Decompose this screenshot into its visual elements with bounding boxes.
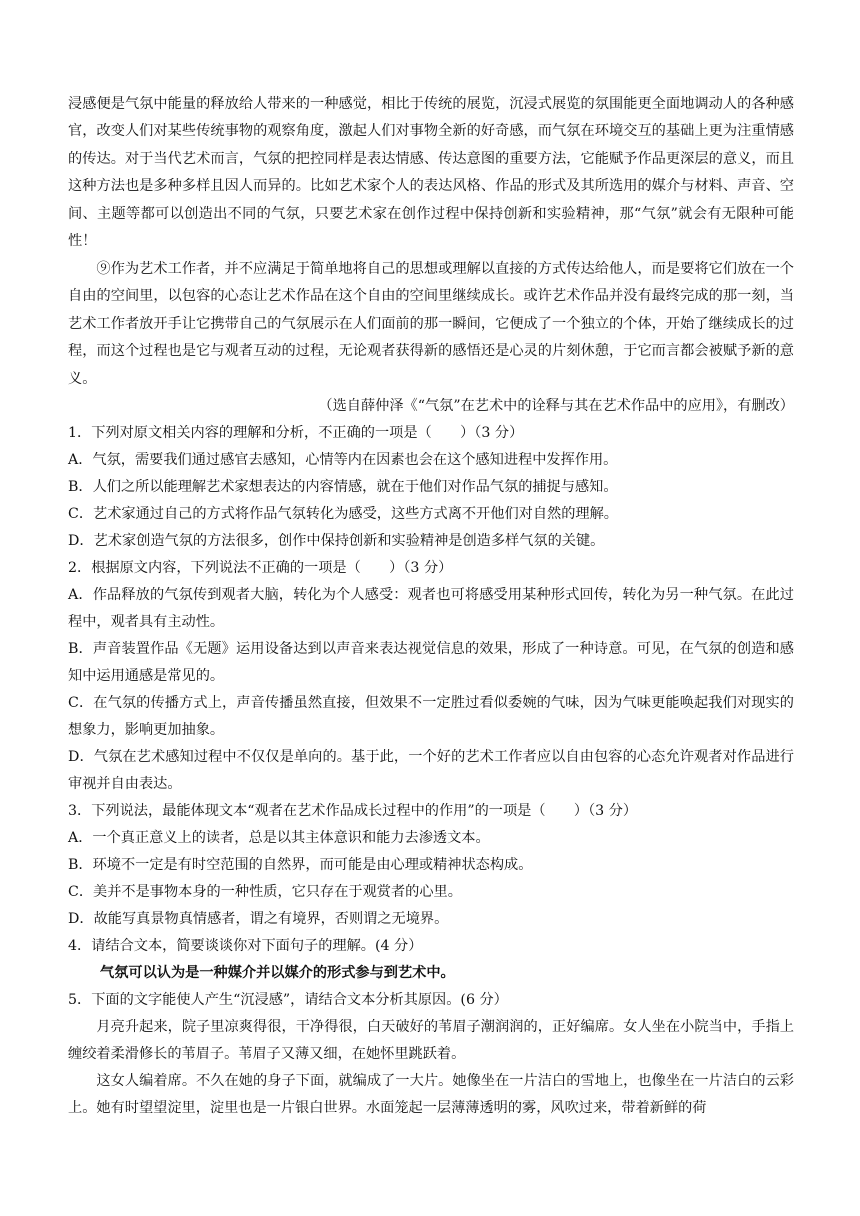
- source-citation: （选自薛仲泽《“气氛”在艺术中的诠释与其在艺术作品中的应用》，有删改）: [318, 398, 794, 414]
- passage-paragraph-1: 浸感便是气氛中能量的释放给人带来的一种感觉，相比于传统的展览，沉浸式展览的氛围能更全面地调动人的各种感官，改变人们对某些传统事物的观察角度，激起人们对事物全新的好奇感，而气氛在环境交互的基础上更为注重情感的传达。对于当代艺术而言，气氛的把控同样是表达情感、传达意图的重要方法，它能赋予作品更深层的意义，而且这种方法也是多种多样且因人而异的。比如艺术家个人的表达风格、作品的形式及其所选用的媒介与材料、声音、空间、主题等都可以创造出不同的气氛，只要艺术家在创作过程中保持创新和实验精神，那“气氛”就会有无限种可能性！: [68, 96, 794, 250]
- question-3-stem: 3．下列说法，最能体现文本“观者在艺术作品成长过程中的作用”的一项是（ ）（3 分）: [68, 803, 638, 819]
- question-1-option-c: C．艺术家通过自己的方式将作品气氛转化为感受，这些方式离不开他们对自然的理解。: [68, 506, 618, 522]
- question-5-excerpt-paragraph-2: 这女人编着席。不久在她的身子下面，就编成了一大片。她像坐在一片洁白的雪地上，也像坐在一片洁白的云彩上。她有时望望淀里，淀里也是一片银白世界。水面笼起一层薄薄透明的雾，风吹过来，带着新鲜的荷: [68, 1073, 794, 1117]
- question-5-stem: 5．下面的文字能使人产生“沉浸感”，请结合文本分析其原因。(6 分）: [68, 992, 508, 1008]
- question-3-option-c: C．美并不是事物本身的一种性质，它只存在于观赏者的心里。: [68, 884, 462, 900]
- question-2-option-d: D．气氛在艺术感知过程中不仅仅是单向的。基于此，一个好的艺术工作者应以自由包容的心态允许观者对作品进行审视并自由表达。: [68, 749, 794, 793]
- question-1-option-d: D．艺术家创造气氛的方法很多，创作中保持创新和实验精神是创造多样气氛的关键。: [68, 533, 605, 549]
- question-1-stem: 1．下列对原文相关内容的理解和分析，不正确的一项是（ ）（3 分）: [68, 425, 524, 441]
- passage-paragraph-9: ⑨作为艺术工作者，并不应满足于简单地将自己的思想或理解以直接的方式传达给他人，而是要将它们放在一个自由的空间里，以包容的心态让艺术作品在这个自由的空间里继续成长。或许艺术作品并没有最终完成的那一刻，当艺术工作者放开手让它携带自己的气氛展示在人们面前的那一瞬间，它便成了一个独立的个体，开始了继续成长的过程，而这个过程也是它与观者互动的过程，无论观者获得新的感悟还是心灵的片刻休憩，于它而言都会被赋予新的意义。: [68, 261, 794, 387]
- question-1-option-a: A．气氛，需要我们通过感官去感知，心情等内在因素也会在这个感知进程中发挥作用。: [68, 452, 618, 468]
- question-3-option-b: B．环境不一定是有时空范围的自然界，而可能是由心理或精神状态构成。: [68, 857, 533, 873]
- question-2-option-c: C．在气氛的传播方式上，声音传播虽然直接，但效果不一定胜过看似委婉的气味，因为气味更能唤起我们对现实的想象力，影响更加抽象。: [68, 695, 794, 739]
- question-2-option-b: B．声音装置作品《无题》运用设备达到以声音来表达视觉信息的效果，形成了一种诗意。可见，在气氛的创造和感知中运用通感是常见的。: [68, 641, 794, 685]
- question-4-stem: 4．请结合文本，简要谈谈你对下面句子的理解。(4 分）: [68, 938, 423, 954]
- question-1-option-b: B．人们之所以能理解艺术家想表达的内容情感，就在于他们对作品气氛的捕捉与感知。: [68, 479, 618, 495]
- question-4-quote: 气氛可以认为是一种媒介并以媒介的形式参与到艺术中。: [100, 965, 455, 981]
- question-3-option-a: A．一个真正意义上的读者，总是以其主体意识和能力去渗透文本。: [68, 830, 490, 846]
- question-5-excerpt-paragraph-1: 月亮升起来，院子里凉爽得很，干净得很，白天破好的苇眉子潮润润的，正好编席。女人坐在小院当中，手指上缠绞着柔滑修长的苇眉子。苇眉子又薄又细，在她怀里跳跃着。: [68, 1019, 794, 1063]
- question-2-stem: 2．根据原文内容，下列说法不正确的一项是（ ）（3 分）: [68, 560, 453, 576]
- question-2-option-a: A．作品释放的气氛传到观者大脑，转化为个人感受：观者也可将感受用某种形式回传，转化为另一种气氛。在此过程中，观者具有主动性。: [68, 587, 794, 631]
- question-3-option-d: D．故能写真景物真情感者，谓之有境界，否则谓之无境界。: [68, 911, 449, 927]
